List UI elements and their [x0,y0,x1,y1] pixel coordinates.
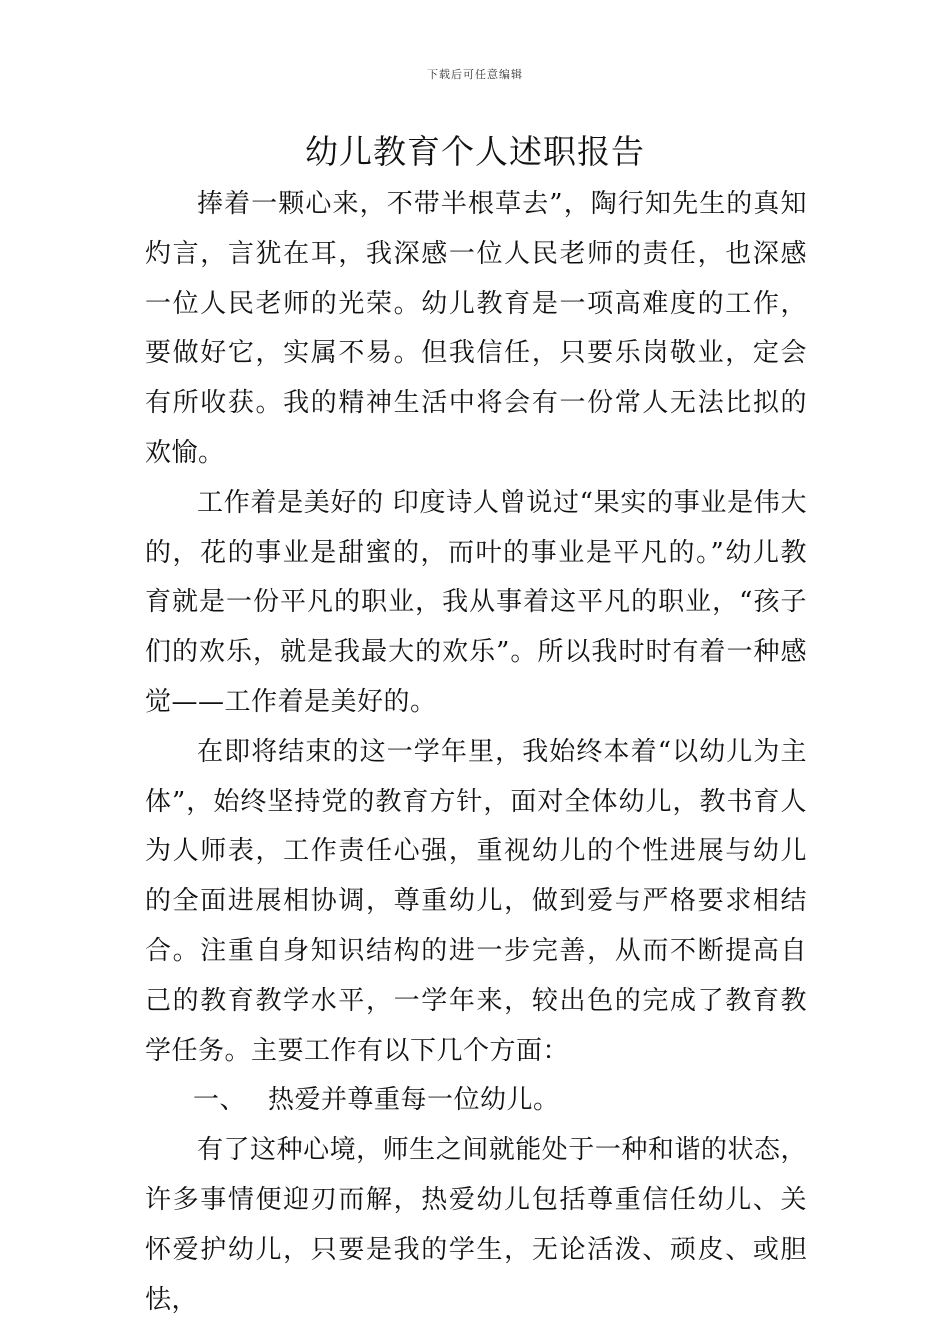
paragraph: 在即将结束的这一学年里，我始终本着“以幼儿为主体”，始终坚持党的教育方针，面对全体幼儿，教书育人为人师表，工作责任心强，重视幼儿的个性进展与幼儿的全面进展相协调，尊重幼儿，做到爱与严格要求相结合。注重自身知识结构的进一步完善，从而不断提高自己的教育教学水平，一学年来，较出色的完成了教育教学任务。主要工作有以下几个方面： [145,736,807,1066]
paragraph: 工作着是美好的 印度诗人曾说过“果实的事业是伟大的，花的事业是甜蜜的，而叶的事业是平凡的。”幼儿教育就是一份平凡的职业，我从事着这平凡的职业，“孩子们的欢乐，就是我最大的欢乐”。所以我时时有着一种感觉——工作着是美好的。 [145,487,807,717]
header-note: 下载后可任意编辑 [427,68,523,81]
section-number: 一、 [193,1085,247,1116]
section-heading [145,1076,807,1126]
paragraph: 有了这种心境，师生之间就能处于一种和谐的状态，许多事情便迎刃而解，热爱幼儿包括尊重信任幼儿、关怀爱护幼儿，只要是我的学生，无论活泼、顽皮、或胆怯， [145,1135,807,1315]
section-heading-text: 热爱并尊重每一位幼儿。 [268,1085,560,1116]
paragraph: 捧着一颗心来，不带半根草去”，陶行知先生的真知灼言，言犹在耳，我深感一位人民老师的责任，也深感一位人民老师的光荣。幼儿教育是一项高难度的工作，要做好它，实属不易。但我信任，只要乐岗敬业，定会有所收获。我的精神生活中将会有一份常人无法比拟的欢愉。 [145,189,807,468]
document-body [145,180,807,1325]
document-title: 幼儿教育个人述职报告 [305,132,645,171]
